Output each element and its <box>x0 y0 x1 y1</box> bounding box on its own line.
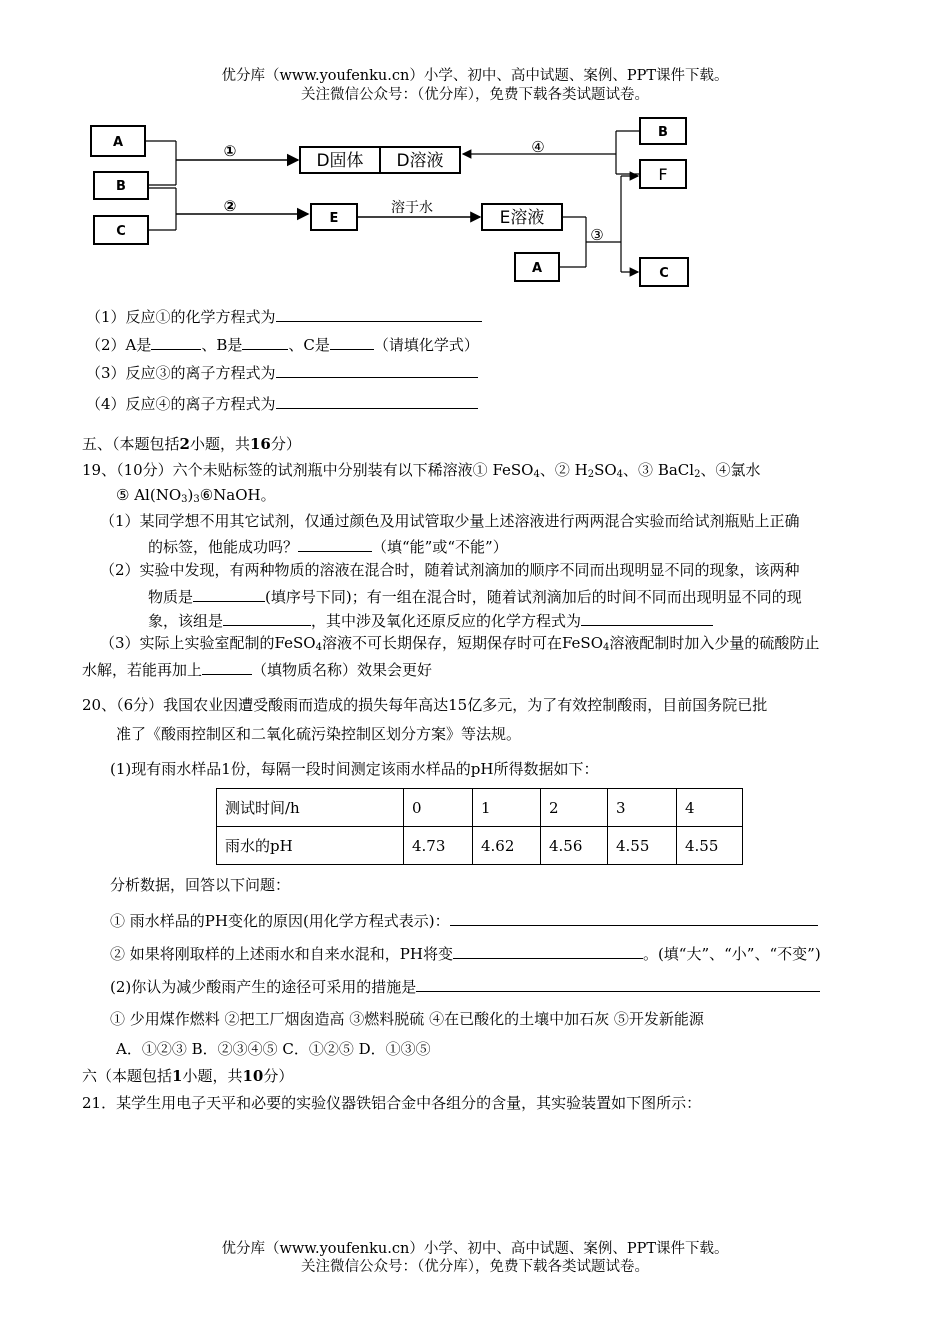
q19-blank-5[interactable] <box>202 658 252 675</box>
box-a-bottom: A <box>531 261 543 276</box>
box-b-left: B <box>116 179 126 194</box>
footer-line-1: 优分库（www.youfenku.cn）小学、初中、高中试题、案例、PPT课件下载。 <box>221 1241 729 1257</box>
q20-part-1: (1)现有雨水样品1份，每隔一段时间测定该雨水样品的pH所得数据如下： <box>110 760 599 778</box>
label-reaction-4: ④ <box>531 138 545 156</box>
q19-part-3: （3）实际上实验室配制的FeSO$_4$溶液不可长期保存，短期保存时可在FeSO$_4$溶液配制时加入少量的硫酸防止 <box>100 634 820 653</box>
q19-part-2-cont: 物质是 (填序号下同)；有一组在混合时，随着试剂滴加后的时间不同而出现明显不同的现 <box>148 585 802 607</box>
q18-part-1: （1）反应①的化学方程式为 <box>86 305 482 327</box>
box-d-solution: D溶液 <box>396 151 444 171</box>
table-cell: 2 <box>541 789 608 827</box>
table-header-ph: 雨水的pH <box>217 827 404 865</box>
table-cell: 4.55 <box>608 827 677 865</box>
table-row <box>217 789 743 827</box>
q19-part-2: （2）实验中发现，有两种物质的溶液在混合时，随着试剂滴加的顺序不同而出现明显不同的现象，该两种 <box>100 561 800 579</box>
q20-intro: 20、（6分）我国农业因遭受酸雨而造成的损失每年高达15亿多元，为了有效控制酸雨，目前国务院已批 <box>82 696 768 714</box>
q18-answer-blank-1[interactable] <box>276 305 482 322</box>
box-c-right: C <box>659 266 669 281</box>
table-cell: 3 <box>608 789 677 827</box>
label-reaction-3: ③ <box>590 226 604 244</box>
q19-part-2-cont-2: 象，该组是 ，其中涉及氧化还原反应的化学方程式为 <box>148 609 713 631</box>
table-cell: 4 <box>677 789 743 827</box>
q19-part-1-cont: 的标签，他能成功吗？ （填“能”或“不能”） <box>148 535 508 557</box>
q19-intro-line-2: ⑤ $Al(NO_3)_3⑥NaOH$。 <box>116 486 276 505</box>
table-cell: 4.62 <box>473 827 541 865</box>
q20-measures: ① 少用煤作燃料 ②把工厂烟囱造高 ③燃料脱硫 ④在已酸化的土壤中加石灰 ⑤开发新能源 <box>110 1010 704 1028</box>
q20-sub-2: ② 如果将刚取样的上述雨水和自来水混和，PH将变 。(填“大”、“小”、“不变”) <box>110 942 821 964</box>
q19-blank-1[interactable] <box>298 535 372 552</box>
box-e-solution: E溶液 <box>499 208 545 228</box>
q19-part-3-cont: 水解，若能再加上 （填物质名称）效果会更好 <box>82 658 432 680</box>
table-cell: 4.56 <box>541 827 608 865</box>
box-c-left: C <box>116 224 126 239</box>
table-cell: 0 <box>404 789 473 827</box>
table-cell: 1 <box>473 789 541 827</box>
q18-blank-b[interactable] <box>242 333 288 350</box>
q18-blank-c[interactable] <box>330 333 374 350</box>
section-5-heading: 五、（本题包括2小题，共16分） <box>82 435 301 453</box>
q20-part-2: (2)你认为减少酸雨产生的途径可采用的措施是 <box>110 975 820 997</box>
box-f: F <box>658 165 668 184</box>
q20-intro-line-2: 准了《酸雨控制区和二氧化硫污染控制区划分方案》等法规。 <box>116 725 522 743</box>
q21-text: 21．某学生用电子天平和必要的实验仪器铁铝合金中各组分的含量，其实验装置如下图所示： <box>82 1094 702 1112</box>
q20-sub-1: ① 雨水样品的PH变化的原因(用化学方程式表示)： <box>110 909 818 931</box>
q18-blank-a[interactable] <box>151 333 201 350</box>
ph-data-table <box>216 788 743 865</box>
label-dissolve-in-water: 溶于水 <box>391 200 433 216</box>
q20-analyze-prompt: 分析数据，回答以下问题： <box>110 876 291 894</box>
table-cell: 4.73 <box>404 827 473 865</box>
q18-part-2: （2）A是 、B是 、C是 （请填化学式） <box>86 333 479 355</box>
q18-part-3: （3）反应③的离子方程式为 <box>86 361 478 383</box>
table-cell: 4.55 <box>677 827 743 865</box>
box-d-solid: D固体 <box>316 151 364 171</box>
q20-blank-1[interactable] <box>450 909 818 926</box>
q19-blank-2[interactable] <box>193 585 265 602</box>
q20-blank-3[interactable] <box>416 975 820 992</box>
q20-blank-2[interactable] <box>453 942 643 959</box>
q18-answer-blank-3[interactable] <box>276 361 478 378</box>
q19-blank-3[interactable] <box>223 609 311 626</box>
box-a-top: A <box>112 135 124 150</box>
reaction-flow-diagram <box>86 112 706 292</box>
q19-intro: 19、（10分）六个未贴标签的试剂瓶中分别装有以下稀溶液① FeSO$_4$、② $H_2SO_4$、③ BaCl$_2$、④氯水 <box>82 461 761 480</box>
header-line-1: 优分库（www.youfenku.cn）小学、初中、高中试题、案例、PPT课件下载。 <box>221 68 729 84</box>
label-reaction-1: ① <box>223 142 237 160</box>
box-b-right: B <box>658 125 668 140</box>
q18-answer-blank-4[interactable] <box>276 392 478 409</box>
box-e: E <box>329 211 339 226</box>
q19-blank-4[interactable] <box>581 609 713 626</box>
q19-part-1: （1）某同学想不用其它试剂，仅通过颜色及用试管取少量上述溶液进行两两混合实验而给试剂瓶贴上正确 <box>100 512 800 530</box>
footer-line-2: 关注微信公众号：（优分库），免费下载各类试题试卷。 <box>301 1259 649 1275</box>
header-line-2: 关注微信公众号：（优分库），免费下载各类试题试卷。 <box>301 87 649 103</box>
table-header-time: 测试时间/h <box>217 789 404 827</box>
q18-part-4: （4）反应④的离子方程式为 <box>86 392 478 414</box>
table-row <box>217 827 743 865</box>
label-reaction-2: ② <box>223 197 237 215</box>
q20-options: A．①②③ B．②③④⑤ C．①②⑤ D．①③⑤ <box>116 1040 431 1058</box>
section-6-heading: 六（本题包括1小题，共10分） <box>82 1067 294 1085</box>
